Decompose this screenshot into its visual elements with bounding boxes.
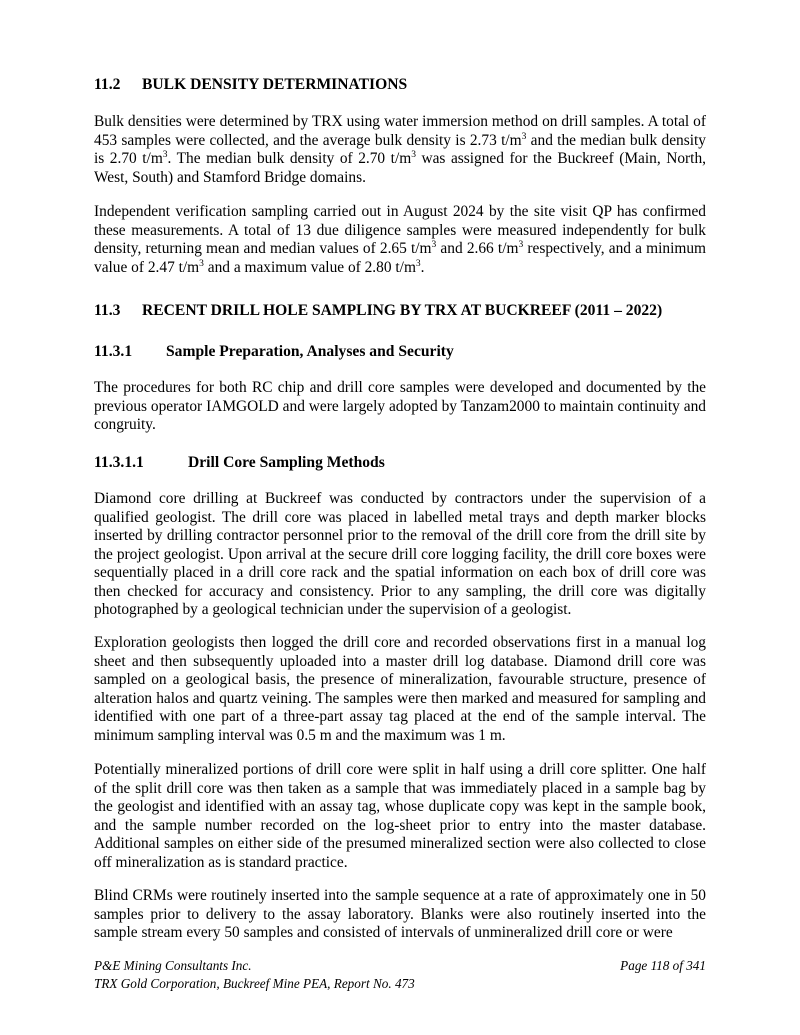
superscript: 3 xyxy=(521,131,527,142)
section-number: 11.3 xyxy=(94,302,121,319)
superscript: 3 xyxy=(431,239,437,250)
footer-company: P&E Mining Consultants Inc. xyxy=(94,958,252,973)
text-run: and 2.66 t/m xyxy=(436,240,519,257)
text-run: . The median bulk density of 2.70 t/m xyxy=(167,150,412,167)
superscript: 3 xyxy=(162,149,168,160)
section-number: 11.2 xyxy=(94,76,121,93)
paragraph-verification xyxy=(94,203,706,277)
paragraph-bulk-density xyxy=(94,113,706,187)
superscript: 3 xyxy=(415,258,421,269)
text-run: and the median bulk density is 2.70 t/m xyxy=(94,131,706,167)
text-run: Independent verification sampling carried out in August 2024 by the site visit QP has confirmed these measurements. A total of 13 due diligence samples were measured independently for bulk density, returning mean and median values of 2.65 t/m xyxy=(94,203,706,257)
section-heading-11-3 xyxy=(94,302,662,321)
text-run: . xyxy=(420,258,425,276)
paragraph-procedures: The procedures for both RC chip and drill core samples were developed and documented by the previous operator IAMGOLD and were largely adopted by Tanzam2000 to maintain continuity and congruity. xyxy=(94,379,706,433)
paragraph-diamond-core: Diamond core drilling at Buckreef was conducted by contractors under the supervision of a qualified geologist. The drill core was placed in labelled metal trays and depth marker blocks inserted by drilling contractor personnel prior to the removal of the drill core from the drill site by the project geologist. Upon arrival at the secure drill core logging facility, the drill core boxes were sequentially placed in a drill core rack and the spatial information on each box of drill core was then checked for accuracy and consistency. Prior to any sampling, the drill core was digitally photographed by a geological technician under the supervision of a geologist. xyxy=(94,490,706,618)
paragraph-logging: Exploration geologists then logged the drill core and recorded observations first in a manual log sheet and then subsequently uploaded into a master drill log database. Diamond drill core was sampled on a geological basis, the presence of mineralization, favourable structure, presence of alteration halos and quartz veining. The samples were then marked and measured for sampling and identified with one part of a three-part assay tag placed at the end of the sample interval. The minimum sampling interval was 0.5 m and the maximum was 1 m. xyxy=(94,634,706,744)
superscript: 3 xyxy=(199,258,204,269)
text-run: Bulk densities were determined by TRX using water immersion method on drill samples. A total of 453 samples were collected, and the average bulk density is 2.73 t/m xyxy=(94,113,706,149)
page-footer xyxy=(94,957,706,992)
section-heading-11-3-1 xyxy=(94,343,454,362)
section-title: Sample Preparation, Analyses and Security xyxy=(166,343,454,360)
section-number: 11.3.1.1 xyxy=(94,454,144,471)
section-title: BULK DENSITY DETERMINATIONS xyxy=(142,76,408,93)
footer-page-number: Page 118 of 341 xyxy=(620,958,706,973)
footer-report: TRX Gold Corporation, Buckreef Mine PEA, Report No. 473 xyxy=(94,975,415,991)
section-title: RECENT DRILL HOLE SAMPLING BY TRX AT BUCKREEF (2011 – 2022) xyxy=(142,302,663,319)
section-number: 11.3.1 xyxy=(94,343,133,360)
superscript: 3 xyxy=(411,149,416,160)
text-run: was assigned for the Buckreef (Main, North, West, South) and Stamford Bridge domains. xyxy=(94,150,706,186)
section-heading-11-3-1-1 xyxy=(94,454,385,473)
section-title: Drill Core Sampling Methods xyxy=(188,454,385,471)
paragraph-crms: Blind CRMs were routinely inserted into the sample sequence at a rate of approximately one in 50 samples prior to delivery to the assay laboratory. Blanks were also routinely inserted into the sample stream every 50 samples and consisted of intervals of unmineralized drill core or were xyxy=(94,887,706,941)
section-heading-11-2 xyxy=(94,76,407,95)
text-run: respectively, and a minimum value of 2.47 t/m xyxy=(94,240,706,276)
superscript: 3 xyxy=(518,239,524,250)
text-run: and a maximum value of 2.80 t/m xyxy=(203,258,416,276)
paragraph-splitting: Potentially mineralized portions of drill core were split in half using a drill core splitter. One half of the split drill core was then taken as a sample that was immediately placed in a sample bag by the geologist and identified with an assay tag, whose duplicate copy was kept in the sample book, and the sample number recorded on the log-sheet prior to entry into the master database. Additional samples on either side of the presumed mineralized section were also collected to close off mineralization as is standard practice. xyxy=(94,761,706,871)
